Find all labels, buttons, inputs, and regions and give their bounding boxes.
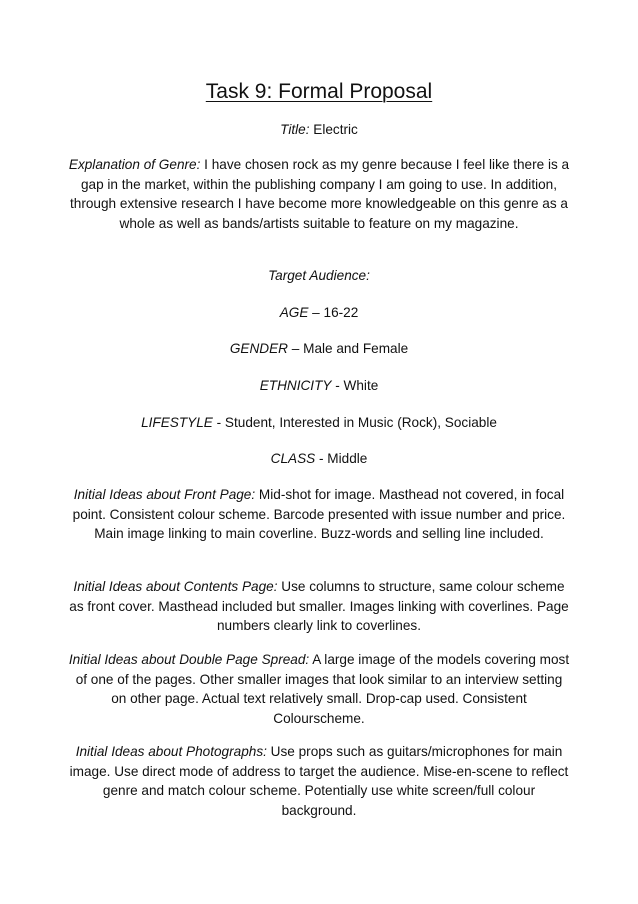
- genre-paragraph: [68, 155, 570, 233]
- double-page-text: A large image of the models covering most of one of the pages. Other smaller images that look similar to an interview setting on other page. Actual text relatively small. Drop-cap used. Consistent Colourscheme.: [75, 652, 570, 726]
- age-line: [0, 303, 638, 322]
- front-page-text: Mid-shot for image. Masthead not covered, in focal point. Consistent colour scheme. Barcode presented with issue number and price. Main image linking to main coverline. Buzz-words and selling line included.: [72, 487, 566, 542]
- front-page-paragraph: [68, 485, 570, 544]
- photographs-paragraph: [68, 742, 570, 820]
- age-value: – 16-22: [308, 305, 359, 320]
- photographs-text: Use props such as guitars/microphones for main image. Use direct mode of address to target the audience. Mise-en-scene to reflect genre and match colour scheme. Potentially use white screen/full colour background.: [69, 744, 569, 818]
- page-title: Task 9: Formal Proposal: [205, 80, 433, 103]
- ethnicity-line: [0, 376, 638, 395]
- class-value: - Middle: [315, 451, 368, 466]
- lifestyle-value: - Student, Interested in Music (Rock), Sociable: [212, 415, 497, 430]
- photographs-label: Initial Ideas about Photographs:: [75, 744, 267, 759]
- contents-page-text: Use columns to structure, same colour scheme as front cover. Masthead included but smaller. Images linking with coverlines. Page numbers clearly link to coverlines.: [69, 579, 569, 634]
- front-page-label: Initial Ideas about Front Page:: [73, 487, 256, 502]
- title-line: [0, 120, 638, 139]
- title-label: Title:: [280, 122, 310, 137]
- lifestyle-line: [0, 413, 638, 432]
- title-value: Electric: [309, 122, 358, 137]
- ethnicity-label: ETHNICITY: [259, 378, 332, 393]
- contents-page-label: Initial Ideas about Contents Page:: [73, 579, 278, 594]
- gender-label: GENDER: [229, 341, 289, 356]
- contents-page-paragraph: [68, 577, 570, 636]
- genre-text: I have chosen rock as my genre because I feel like there is a gap in the market, within the publishing company I am going to use. In addition, through extensive research I have become more knowledgeable on this genre as a whole as well as bands/artists suitable to feature on my magazine.: [70, 157, 570, 231]
- ethnicity-value: - White: [331, 378, 379, 393]
- age-label: AGE: [279, 305, 309, 320]
- gender-value: – Male and Female: [288, 341, 409, 356]
- double-page-label: Initial Ideas about Double Page Spread:: [68, 652, 310, 667]
- lifestyle-label: LIFESTYLE: [141, 415, 213, 430]
- gender-line: [0, 339, 638, 358]
- target-audience-heading: [0, 266, 638, 285]
- class-line: [0, 449, 638, 468]
- genre-label: Explanation of Genre:: [68, 157, 201, 172]
- class-label: CLASS: [270, 451, 316, 466]
- target-audience-label: Target Audience:: [268, 268, 370, 283]
- double-page-paragraph: [68, 650, 570, 728]
